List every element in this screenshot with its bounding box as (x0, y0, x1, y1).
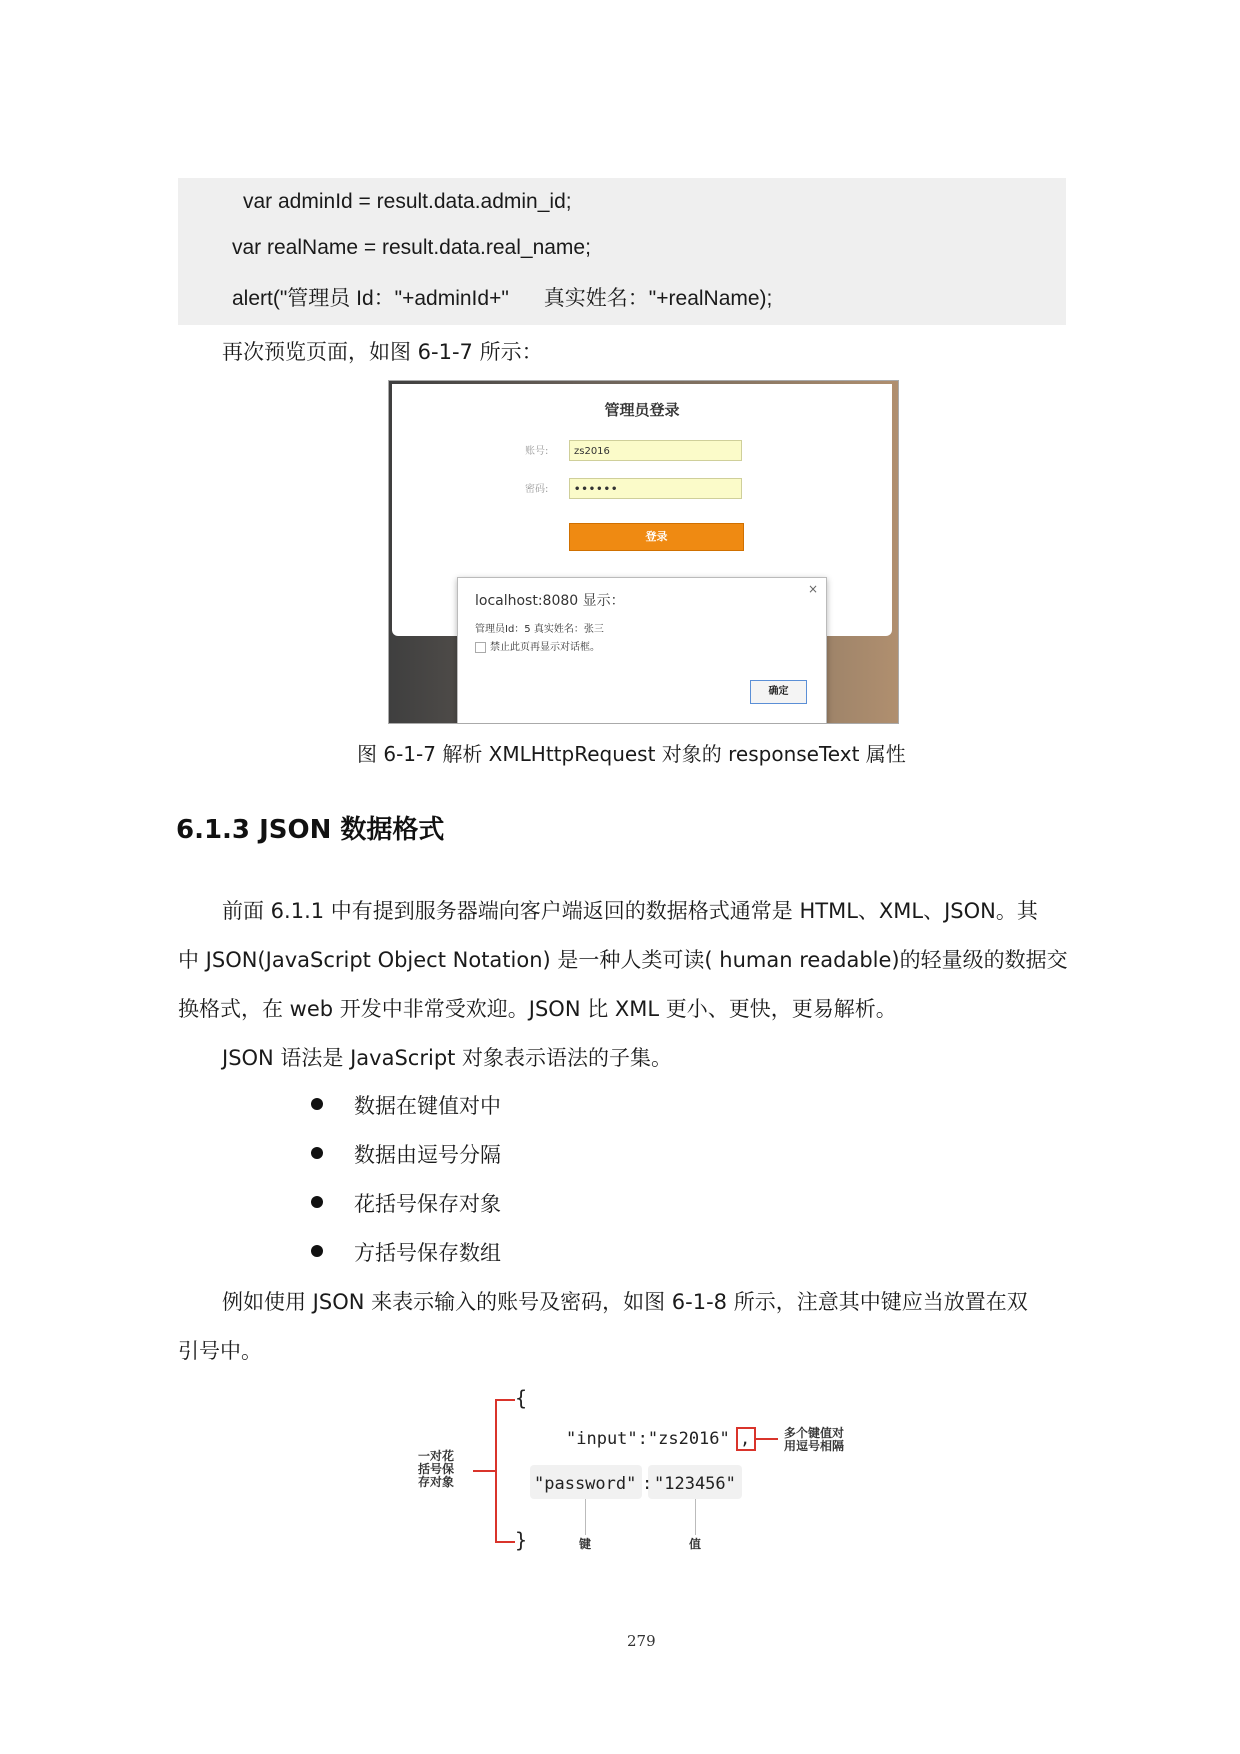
json-password-colon: : (642, 1474, 653, 1494)
note-comma: 多个键值对 用逗号相隔 (784, 1426, 845, 1453)
paragraph-line: 中 JSON(JavaScript Object Notation) 是一种人类可读( human readable)的轻量级的数据交 (178, 948, 1068, 972)
paragraph-line: 前面 6.1.1 中有提到服务器端向客户端返回的数据格式通常是 HTML、XML、JSON。其 (222, 899, 1038, 923)
password-label: 密码: (525, 484, 549, 495)
page-number: 279 (627, 1632, 656, 1650)
alert-dialog (457, 577, 827, 724)
note-braces: 一对花 括号保 存对象 (418, 1449, 455, 1489)
close-icon[interactable]: × (807, 582, 818, 596)
bracket-line (495, 1399, 515, 1401)
bracket-connector (473, 1470, 495, 1472)
json-input-pair: "input":"zs2016" (566, 1429, 730, 1449)
json-diagram (418, 1385, 878, 1555)
key-label: 键 (579, 1537, 592, 1551)
dialog-ok-button[interactable]: 确定 (750, 680, 807, 704)
bullet-icon (311, 1147, 323, 1159)
bullet-icon (311, 1245, 323, 1257)
intro-paragraph: 再次预览页面，如图 6-1-7 所示： (222, 340, 543, 364)
dialog-title: localhost:8080 显示： (475, 593, 625, 609)
code-line-2: var realName = result.data.real_name; (232, 236, 591, 259)
suppress-checkbox[interactable] (475, 642, 486, 653)
bullet-item: 数据由逗号分隔 (354, 1143, 501, 1167)
code-line-3: alert("管理员 Id："+adminId+" 真实姓名："+realName); (232, 287, 773, 310)
password-input[interactable]: •••••• (569, 478, 742, 499)
section-heading: 6.1.3 JSON 数据格式 (176, 815, 445, 845)
suppress-checkbox-label: 禁止此页再显示对话框。 (490, 642, 600, 653)
bracket-line (495, 1541, 515, 1543)
account-label: 账号: (525, 446, 549, 457)
suppress-dialog-option[interactable] (475, 638, 600, 653)
syntax-paragraph: JSON 语法是 JavaScript 对象表示语法的子集。 (222, 1046, 673, 1070)
open-brace: { (515, 1386, 528, 1410)
login-title: 管理员登录 (604, 401, 680, 419)
code-line-1: var adminId = result.data.admin_id; (243, 190, 572, 213)
account-input[interactable]: zs2016 (569, 440, 742, 461)
example-paragraph-line: 例如使用 JSON 来表示输入的账号及密码，如图 6-1-8 所示，注意其中键应当放置在双 (222, 1290, 1028, 1314)
json-comma: , (740, 1429, 751, 1449)
comma-connector (756, 1438, 778, 1440)
bullet-icon (311, 1196, 323, 1208)
json-password-key: "password" (534, 1474, 637, 1494)
code-block (178, 178, 1066, 325)
login-screenshot-figure (388, 380, 899, 724)
bracket-line (495, 1399, 497, 1543)
figure-caption: 图 6-1-7 解析 XMLHttpRequest 对象的 responseText 属性 (357, 742, 906, 766)
bullet-item: 数据在键值对中 (354, 1094, 501, 1118)
bullet-item: 花括号保存对象 (354, 1192, 501, 1216)
bullet-icon (311, 1098, 323, 1110)
dialog-message: 管理员Id：5 真实姓名：张三 (475, 624, 604, 635)
value-label: 值 (689, 1537, 702, 1551)
close-brace: } (515, 1528, 528, 1552)
login-button[interactable]: 登录 (569, 523, 744, 551)
paragraph-line: 换格式，在 web 开发中非常受欢迎。JSON 比 XML 更小、更快，更易解析。 (178, 997, 897, 1021)
example-paragraph-line: 引号中。 (178, 1339, 262, 1363)
key-pointer-line (585, 1499, 586, 1535)
bullet-item: 方括号保存数组 (354, 1241, 501, 1265)
value-pointer-line (695, 1499, 696, 1535)
json-password-value: "123456" (654, 1474, 736, 1494)
